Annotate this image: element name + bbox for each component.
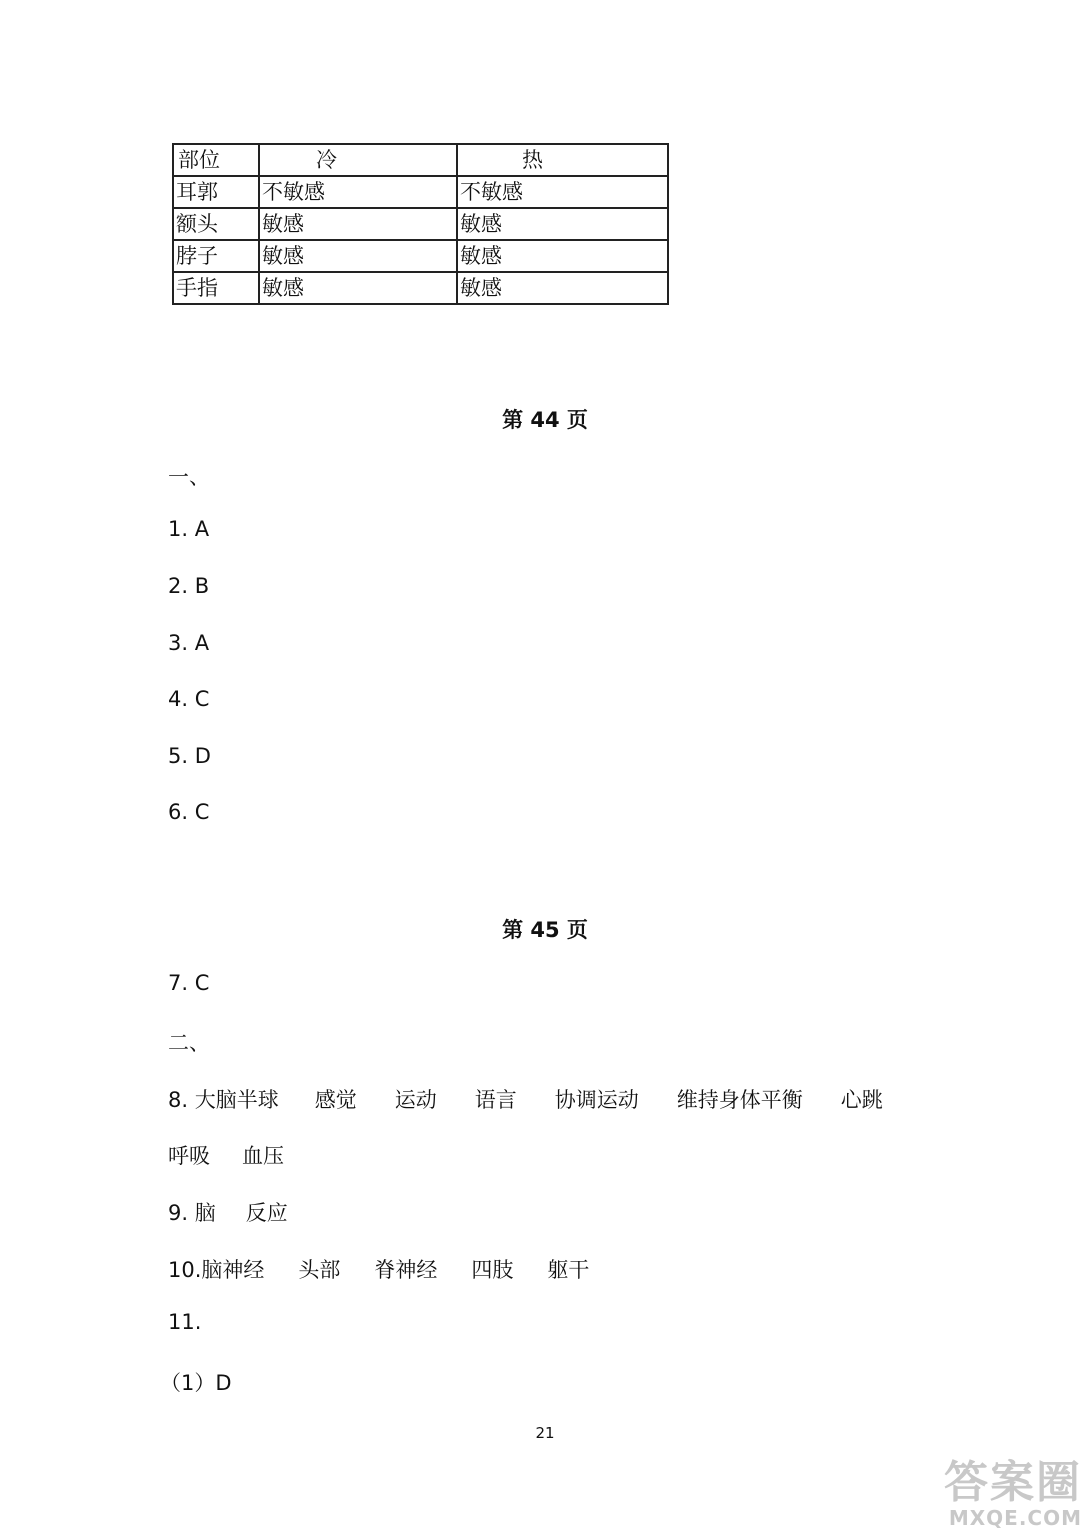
- answer-2: 2. B: [168, 574, 210, 598]
- table-cell: 不敏感: [457, 176, 668, 208]
- answer-4: 4. C: [168, 687, 210, 711]
- answer-word: 四肢: [471, 1258, 514, 1282]
- answer-word: 脑: [194, 1201, 216, 1225]
- answer-word: 脊神经: [374, 1258, 438, 1282]
- answer-8-prefix: 8.: [168, 1088, 189, 1112]
- watermark-logo: [944, 1446, 1082, 1530]
- table-row: [173, 240, 668, 272]
- answer-9-prefix: 9.: [168, 1201, 189, 1225]
- answer-word: 感觉: [314, 1088, 357, 1112]
- table-cell: 手指: [173, 272, 259, 304]
- answer-word: 头部: [298, 1258, 341, 1282]
- header-cell-part: 部位: [173, 144, 259, 176]
- table-cell: 敏感: [457, 240, 668, 272]
- table-cell: 不敏感: [259, 176, 457, 208]
- watermark-text-en: MXQE.COM: [948, 1506, 1082, 1530]
- answer-7: 7. C: [168, 971, 210, 995]
- answer-word: 大脑半球: [194, 1088, 279, 1112]
- watermark-text-cn: 答案圈: [944, 1457, 1082, 1508]
- part-one-label: 一、: [168, 465, 210, 489]
- header-cell-hot: 热: [457, 144, 668, 176]
- table-cell: 敏感: [457, 272, 668, 304]
- answer-word: 心跳: [840, 1088, 883, 1112]
- answer-6: 6. C: [168, 800, 210, 824]
- table-cell: 额头: [173, 208, 259, 240]
- table-cell: 敏感: [457, 208, 668, 240]
- answer-8-continued: [168, 1140, 284, 1170]
- sensitivity-table: [172, 143, 669, 305]
- answer-word: 血压: [242, 1144, 284, 1168]
- table-cell: 耳郭: [173, 176, 259, 208]
- table-cell: 脖子: [173, 240, 259, 272]
- answer-3: 3. A: [168, 631, 210, 655]
- answer-10-prefix: 10.: [168, 1258, 202, 1282]
- answer-word: 脑神经: [201, 1258, 265, 1282]
- table-cell: 敏感: [259, 208, 457, 240]
- table-row: [173, 272, 668, 304]
- table-cell: 敏感: [259, 240, 457, 272]
- answer-word: 运动: [394, 1088, 437, 1112]
- section-title-page44: 第 44 页: [502, 408, 588, 432]
- table-row: [173, 176, 668, 208]
- table-row: [173, 208, 668, 240]
- answer-8: [168, 1084, 883, 1114]
- answer-10: [168, 1254, 589, 1284]
- answer-word: 呼吸: [168, 1144, 210, 1168]
- answer-9: [168, 1197, 288, 1227]
- part-two-label: 二、: [168, 1031, 210, 1055]
- answer-5: 5. D: [168, 744, 211, 768]
- page-number: 21: [535, 1424, 555, 1442]
- answer-word: 反应: [245, 1201, 288, 1225]
- answer-11: 11.: [168, 1310, 202, 1334]
- answer-word: 躯干: [547, 1258, 590, 1282]
- table-header-row: [173, 144, 668, 176]
- answer-word: 协调运动: [554, 1088, 639, 1112]
- header-cell-cold: 冷: [259, 144, 457, 176]
- answer-word: 维持身体平衡: [676, 1088, 803, 1112]
- answer-11-1: （1）D: [160, 1371, 232, 1395]
- answer-word: 语言: [474, 1088, 517, 1112]
- answer-1: 1. A: [168, 517, 210, 541]
- table-cell: 敏感: [259, 272, 457, 304]
- section-title-page45: 第 45 页: [502, 918, 588, 942]
